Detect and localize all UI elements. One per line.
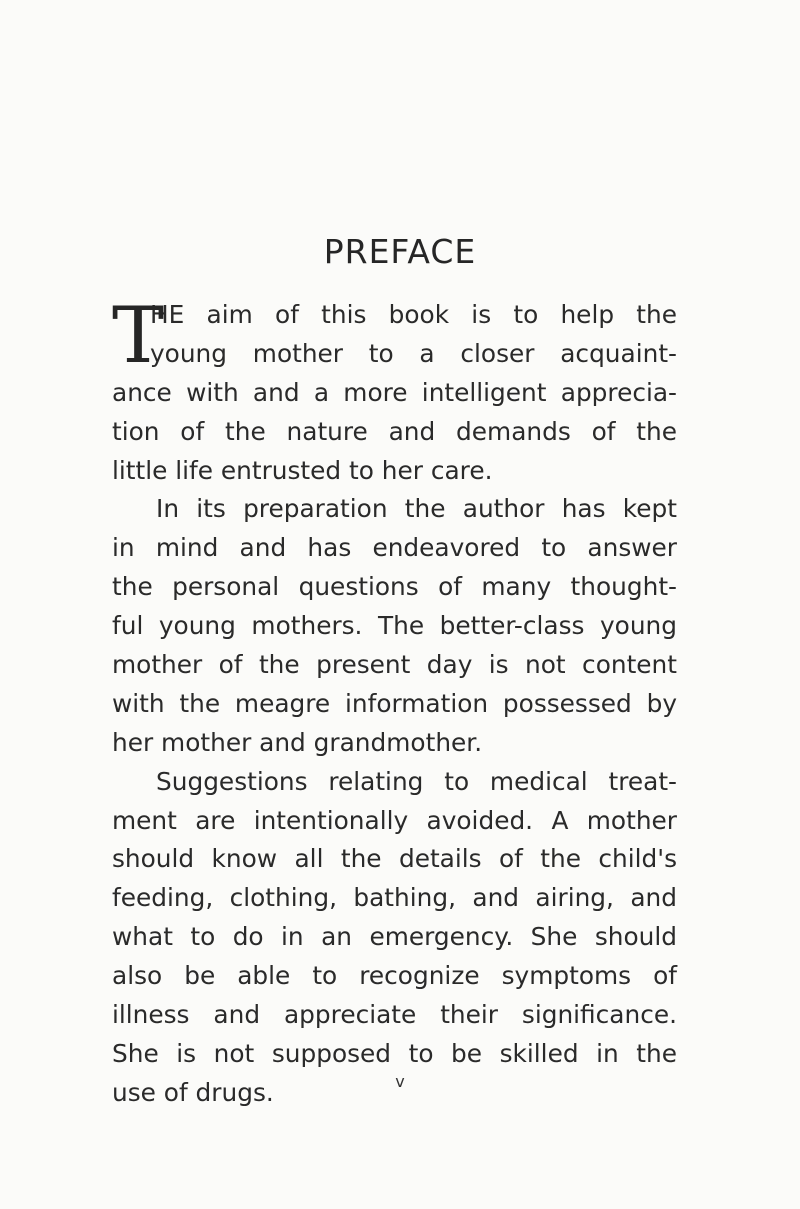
text-line: young mother to a closer acquaint- (150, 338, 677, 368)
page-title: PREFACE (323, 232, 477, 271)
text-line: ance with and a more intelligent apprecia- (112, 377, 677, 407)
text-line: with the meagre information possessed by (112, 688, 677, 718)
text-line: Suggestions relating to medical treat- (156, 766, 677, 796)
text-line: She is not supposed to be skilled in the (112, 1038, 677, 1068)
text-line: in mind and has endeavored to answer (112, 533, 677, 563)
preface-body (112, 291, 677, 1113)
text-line: what to do in an emergency. She should (112, 922, 677, 952)
text-line: HE aim of this book is to help the (150, 300, 677, 329)
text-line: feeding, clothing, bathing, and airing, and (112, 883, 677, 913)
text-line: her mother and grandmother. (112, 727, 483, 757)
text-line: mother of the present day is not content (112, 650, 677, 680)
drop-cap: T (112, 291, 165, 381)
text-line: little life entrusted to her care. (112, 455, 493, 485)
text-line: the personal questions of many thought- (112, 572, 677, 602)
page-number: v (395, 1072, 405, 1091)
text-line: ful young mothers. The better-class young (112, 611, 677, 641)
text-line: illness and appreciate their significance. (112, 1000, 677, 1030)
text-line: should know all the details of the child's (112, 844, 677, 874)
text-line: In its preparation the author has kept (156, 494, 677, 524)
text-line: ment are intentionally avoided. A mother (112, 805, 677, 835)
opening-paragraph-start (112, 291, 677, 381)
text-line: also be able to recognize symptoms of (112, 961, 677, 991)
text-line: use of drugs. (112, 1077, 274, 1107)
text-line: tion of the nature and demands of the (112, 416, 677, 446)
